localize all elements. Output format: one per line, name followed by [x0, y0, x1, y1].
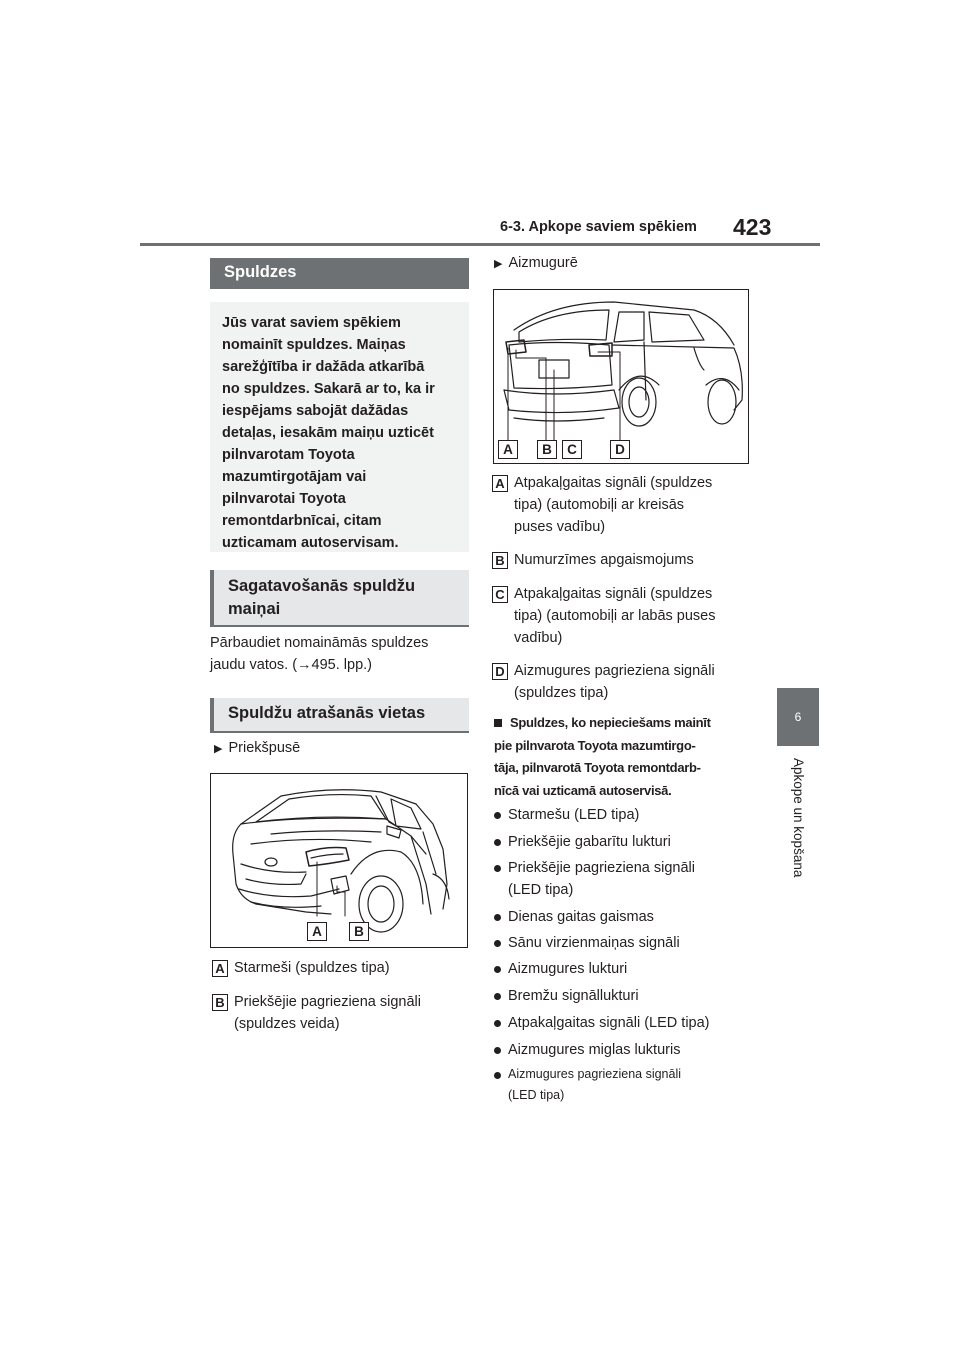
- prep-text: [210, 632, 470, 676]
- bulb-list-item: [494, 906, 764, 928]
- bulb-list-item: [494, 958, 764, 980]
- front-label-text: Priekšpusē: [228, 740, 301, 756]
- rear-legend-item: [492, 549, 762, 571]
- bullet-dot-icon: [494, 812, 501, 819]
- rear-figure-label-b: B: [537, 440, 557, 459]
- bullet-text: (LED tipa): [508, 882, 574, 898]
- bullet-text: Sānu virzienmaiņas signāli: [508, 935, 680, 951]
- rear-label-text: Aizmugurē: [508, 255, 578, 271]
- legend-text: tipa) (automobiļi ar labās puses: [514, 608, 716, 624]
- dealer-heading-line: pie pilnvarota Toyota mazumtirgo-: [494, 737, 696, 753]
- legend-tag: A: [212, 960, 228, 977]
- intro-line: remontdarbnīcai, citam: [222, 513, 382, 529]
- location-heading-text: Spuldžu atrašanās vietas: [228, 704, 426, 722]
- prep-heading-line: maiņai: [228, 600, 281, 618]
- bullet-dot-icon: [494, 839, 501, 846]
- bullet-text: (LED tipa): [508, 1088, 565, 1102]
- bullet-text: Aizmugures miglas lukturis: [508, 1042, 681, 1058]
- bullet-text: Priekšējie gabarītu lukturi: [508, 834, 671, 850]
- legend-tag: B: [212, 994, 228, 1011]
- intro-line: iespējams sabojāt dažādas: [222, 403, 409, 419]
- legend-text: Priekšējie pagrieziena signāli: [234, 994, 421, 1010]
- legend-text: Aizmugures pagrieziena signāli: [514, 663, 715, 679]
- front-car-illustration: [211, 774, 467, 947]
- intro-line: detaļas, iesakām maiņu uzticēt: [222, 425, 434, 441]
- legend-text: (spuldzes tipa): [514, 685, 609, 701]
- legend-text: puses vadību): [514, 519, 606, 535]
- bullet-dot-icon: [494, 1047, 501, 1054]
- rear-car-figure: [493, 289, 749, 464]
- bulb-list-item: [494, 932, 764, 954]
- triangle-bullet-icon: ▶: [494, 258, 503, 270]
- intro-line: pilnvarotai Toyota: [222, 491, 346, 507]
- legend-text: tipa) (automobiļi ar kreisās: [514, 497, 685, 513]
- chapter-title-vertical: [788, 758, 808, 898]
- front-figure-label-a: A: [307, 922, 327, 941]
- front-label: [214, 737, 300, 760]
- legend-text: Atpakaļgaitas signāli (spuldzes: [514, 475, 713, 491]
- triangle-bullet-icon: ▶: [214, 743, 223, 755]
- legend-text: Numurzīmes apgaismojums: [514, 552, 694, 568]
- location-heading: [210, 698, 469, 733]
- front-car-figure: [210, 773, 468, 948]
- legend-tag: B: [492, 552, 508, 569]
- intro-line: pilnvarotam Toyota: [222, 447, 355, 463]
- bullet-text: Priekšējie pagrieziena signāli: [508, 860, 695, 876]
- rear-legend-item: [492, 660, 762, 704]
- prep-text-line: Pārbaudiet nomaināmās spuldzes: [210, 635, 429, 651]
- bullet-dot-icon: [494, 865, 501, 872]
- header-rule: [140, 243, 820, 246]
- legend-tag: C: [492, 586, 508, 603]
- dealer-heading-line: Spuldzes, ko nepieciešams mainīt: [510, 715, 711, 730]
- bullet-dot-icon: [494, 966, 501, 973]
- bullet-text: Bremžu signāllukturi: [508, 988, 639, 1004]
- bullet-text: Dienas gaitas gaismas: [508, 909, 654, 925]
- bullet-dot-icon: [494, 1072, 501, 1079]
- rear-label: [494, 252, 578, 275]
- bulb-list-item: [494, 985, 764, 1007]
- legend-text: Atpakaļgaitas signāli (spuldzes: [514, 586, 713, 602]
- bullet-text: Aizmugures lukturi: [508, 961, 628, 977]
- chapter-title-text: Apkope un kopšana: [791, 758, 806, 878]
- legend-tag: A: [492, 475, 508, 492]
- front-figure-label-b: B: [349, 922, 369, 941]
- intro-line: nomainīt spuldzes. Maiņas: [222, 337, 406, 353]
- intro-line: Jūs varat saviem spēkiem: [222, 315, 401, 331]
- bulb-list-item: [494, 804, 764, 826]
- legend-tag: D: [492, 663, 508, 680]
- rear-car-illustration: [494, 290, 748, 463]
- dealer-heading-line: nīcā vai uzticamā autoservisā.: [494, 782, 672, 798]
- prep-heading-line: Sagatavošanās spuldžu: [228, 577, 416, 595]
- chapter-tab: 6: [777, 688, 819, 746]
- section-title: Spuldzes: [224, 263, 297, 281]
- prep-text-line: jaudu vatos. (→495. lpp.): [210, 657, 373, 673]
- intro-line: mazumtirgotājam vai: [222, 469, 367, 485]
- intro-line: sarežģītība ir dažāda atkarībā: [222, 359, 425, 375]
- intro-note-box: [210, 302, 469, 552]
- bullet-dot-icon: [494, 993, 501, 1000]
- bullet-dot-icon: [494, 914, 501, 921]
- bullet-dot-icon: [494, 1020, 501, 1027]
- section-title-band: [210, 258, 469, 289]
- square-bullet-icon: [494, 719, 502, 727]
- bulb-list-item: [494, 1064, 764, 1106]
- page-number: 423: [733, 214, 772, 240]
- bulb-list-item: [494, 857, 764, 901]
- running-header-section: 6-3. Apkope saviem spēkiem: [500, 219, 697, 235]
- bullet-text: Aizmugures pagrieziena signāli: [508, 1067, 682, 1081]
- bullet-text: Atpakaļgaitas signāli (LED tipa): [508, 1015, 710, 1031]
- intro-line: no spuldzes. Sakarā ar to, ka ir: [222, 381, 435, 397]
- front-legend-item: [212, 991, 472, 1035]
- rear-figure-label-a: A: [498, 440, 518, 459]
- prep-heading: [210, 570, 469, 627]
- bulb-list-item: [494, 1012, 764, 1034]
- dealer-heading-line: tāja, pilnvarotā Toyota remontdarb-: [494, 760, 701, 775]
- rear-figure-label-d: D: [610, 440, 630, 459]
- bulb-list-item: [494, 831, 764, 853]
- legend-text: Starmeši (spuldzes tipa): [234, 960, 390, 976]
- rear-figure-label-c: C: [562, 440, 582, 459]
- bullet-dot-icon: [494, 940, 501, 947]
- rear-legend-item: [492, 583, 762, 649]
- legend-text: (spuldzes veida): [234, 1016, 340, 1032]
- dealer-heading: [494, 712, 764, 802]
- legend-text: vadību): [514, 630, 563, 646]
- front-legend-item: [212, 957, 472, 979]
- rear-legend-item: [492, 472, 762, 538]
- bulb-list-item: [494, 1039, 764, 1061]
- intro-line: uzticamam autoservisam.: [222, 535, 399, 551]
- bullet-text: Starmešu (LED tipa): [508, 807, 640, 823]
